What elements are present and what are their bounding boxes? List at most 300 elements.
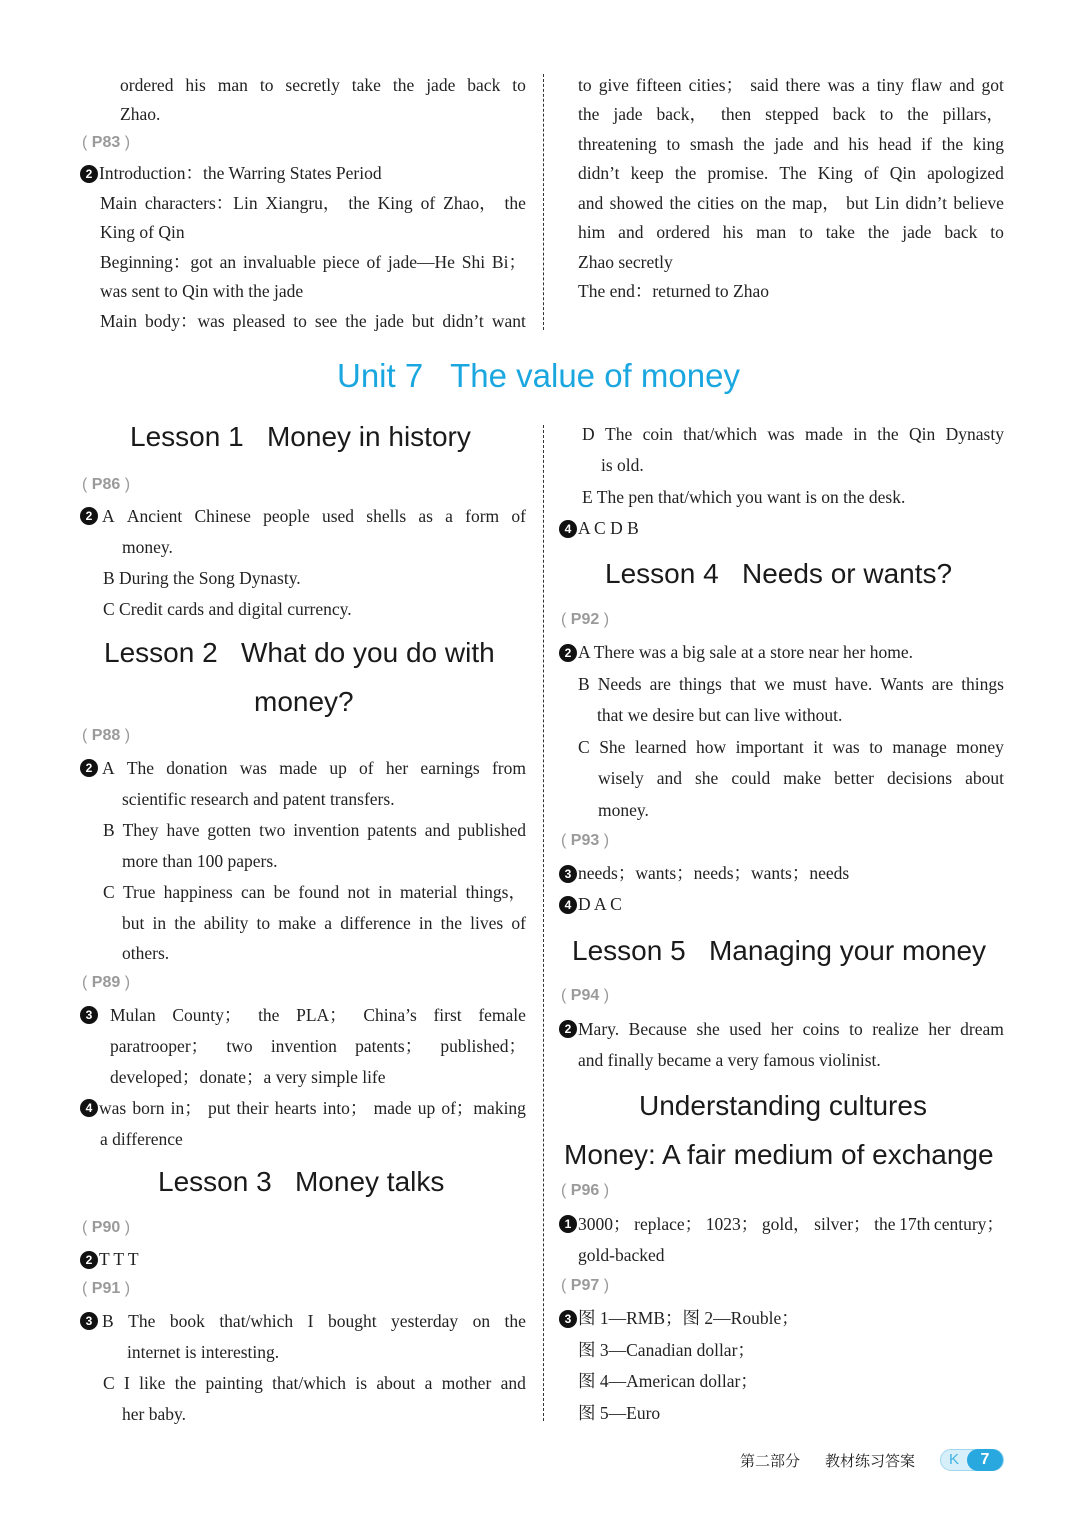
word: jade [774, 134, 804, 154]
word: 1023； [705, 1214, 759, 1234]
footer-section: 教材练习答案 [825, 1452, 916, 1470]
number-icon: 4 [559, 896, 577, 914]
word: got [981, 75, 1004, 95]
word: that/which [683, 424, 757, 444]
word: material [400, 882, 458, 902]
word: that/which [219, 1311, 294, 1331]
word: the [867, 222, 890, 242]
word: the [258, 1005, 280, 1025]
word: lives [470, 913, 504, 933]
lesson-1-answer-c: C Credit cards and digital currency. [103, 599, 352, 619]
word: a [445, 506, 453, 526]
word: cities [697, 193, 735, 213]
word: the [877, 424, 899, 444]
understanding-cultures-subtitle: Money: A fair medium of exchange [564, 1139, 994, 1170]
word: characters：Lin [144, 193, 258, 213]
number-icon: 2 [559, 1020, 577, 1038]
word: the [941, 134, 964, 154]
lesson-3-answer-d-line-1 [582, 422, 1004, 446]
word: coins [802, 1019, 840, 1039]
word: as [418, 506, 433, 526]
word: manage [892, 737, 947, 757]
word: PLA； [296, 1005, 347, 1025]
word: Wants [880, 674, 924, 694]
word: century； [933, 1214, 1004, 1234]
intro-line: 2 Introduction：the Warring States Period [80, 161, 382, 185]
lesson-2-answer-c-line-1 [103, 880, 526, 904]
word: I [124, 1373, 130, 1393]
word: The [605, 424, 633, 444]
word: we [764, 674, 785, 694]
lesson-2-exercise-3-line-3: developed；donate；a very simple life [110, 1067, 386, 1087]
word: could [731, 768, 771, 788]
word: but [122, 913, 145, 933]
word: painting [205, 1373, 263, 1393]
word: her [385, 758, 409, 778]
top-right-line-4 [578, 161, 1004, 185]
word: made [279, 758, 318, 778]
word: their [236, 1098, 269, 1118]
page-ref-p89: ( P89 ) [82, 974, 131, 991]
word: ordered [656, 222, 710, 242]
page-ref-p96: ( P96 ) [561, 1182, 610, 1199]
word: was [832, 737, 860, 757]
word: I [307, 1311, 314, 1331]
top-right-line-2 [578, 102, 1004, 126]
word: people [263, 506, 310, 526]
word: cities； [688, 75, 744, 95]
word: must [792, 674, 827, 694]
top-right-line-8: The end：returned to Zhao [578, 281, 769, 301]
word: gold， [761, 1214, 811, 1234]
culture-exercise-3-line-4: 图 5—Euro [578, 1403, 661, 1423]
word: jade [613, 104, 643, 124]
word: the [345, 311, 367, 331]
number-icon: 2 [559, 644, 577, 662]
word: to [869, 737, 883, 757]
top-right-line-1 [578, 73, 1004, 97]
word: B [102, 1311, 114, 1331]
word: into； [322, 1098, 368, 1118]
word: is [355, 1373, 368, 1393]
word: made [804, 424, 843, 444]
word: of [366, 252, 382, 272]
word: the [669, 193, 691, 213]
number-icon: 3 [80, 1006, 98, 1024]
word: take [351, 75, 381, 95]
word: and [618, 222, 644, 242]
lesson-3-answer-b-line-1 [80, 1309, 526, 1333]
word: tiny [876, 75, 904, 95]
understanding-cultures-title: Understanding cultures [639, 1090, 927, 1121]
culture-exercise-3-line-1: 3 图 1—RMB；图 2—Rouble； [559, 1306, 799, 1330]
word: back [944, 222, 978, 242]
word: China’s [363, 1005, 417, 1025]
top-right-line-7: Zhao secretly [578, 252, 673, 272]
word: used [321, 506, 355, 526]
word: form [465, 506, 500, 526]
word: the [504, 193, 526, 213]
word: important [735, 737, 804, 757]
word: to [879, 104, 894, 124]
unit-title: Unit 7 The value of money [337, 357, 740, 394]
top-right-line-6 [578, 220, 1004, 244]
word: Main [100, 193, 137, 213]
word: on [740, 193, 759, 213]
word: The [128, 1311, 156, 1331]
lesson-3-answer-c-line-2: her baby. [122, 1404, 186, 1424]
word: paratrooper； [110, 1036, 209, 1056]
word: 3000； [578, 1214, 631, 1234]
word: the [743, 134, 765, 154]
word: earnings [420, 758, 480, 778]
main-characters-line-1 [100, 191, 526, 215]
lesson-1-answer-b: B During the Song Dynasty. [103, 568, 301, 588]
lesson-4-exercise-3: 3 needs；wants；needs；wants；needs [559, 861, 849, 885]
word: was [99, 1098, 127, 1118]
word: fifteen [635, 75, 682, 95]
top-right-line-3 [578, 132, 1004, 156]
word: wisely [598, 768, 644, 788]
culture-exercise-3-line-2: 图 3—Canadian dollar； [578, 1340, 755, 1360]
word: jade [902, 222, 932, 242]
word: up [417, 1098, 436, 1118]
word: decisions [886, 768, 953, 788]
word: how [695, 737, 727, 757]
word: of [863, 163, 879, 183]
word: said [750, 75, 779, 95]
word: things [961, 674, 1004, 694]
word: to [259, 75, 274, 95]
word: to [799, 222, 813, 242]
word: to [578, 75, 592, 95]
word: head [878, 134, 912, 154]
number-icon: 2 [80, 165, 98, 183]
word: hearts [274, 1098, 317, 1118]
lesson-2-answer-a-line-1 [80, 756, 526, 780]
word: Zhao， [443, 193, 497, 213]
word: the [348, 193, 370, 213]
word: but [411, 311, 435, 331]
page-ref-p88: ( P88 ) [82, 727, 131, 744]
page-ref-p94: ( P94 ) [561, 987, 610, 1004]
main-body-line-1 [100, 309, 526, 333]
word: jade—He [387, 252, 455, 272]
word: dream [960, 1019, 1004, 1039]
lesson-5-answer-line-2: and finally became a very famous violinist. [578, 1050, 881, 1070]
word: King [377, 193, 413, 213]
word: and [813, 134, 839, 154]
lesson-2-title-line-1: Lesson 2 What do you do with [104, 637, 495, 668]
word: realize [872, 1019, 919, 1039]
word: to [666, 134, 681, 154]
word: body：was [144, 311, 225, 331]
bottom-column-divider [543, 425, 544, 1421]
lesson-3-exercise-4: 4 A C D B [559, 516, 639, 540]
word: coin [642, 424, 673, 444]
word: his [848, 134, 869, 154]
word: Because [628, 1019, 687, 1039]
word: back [467, 75, 501, 95]
word: smash [689, 134, 734, 154]
lesson-2-answer-b-line-2: more than 100 papers. [122, 851, 278, 871]
page-ref-p90: ( P90 ) [82, 1219, 131, 1236]
word: of [359, 758, 374, 778]
word: and [424, 820, 451, 840]
lesson-2-answer-c-line-3: others. [122, 943, 170, 963]
word: didn’t [578, 163, 620, 183]
top-right-line-5 [578, 191, 1004, 215]
word: A [102, 506, 115, 526]
word: learned [634, 737, 687, 757]
lesson-5-answer-line-1 [559, 1017, 1004, 1041]
word: donation [166, 758, 228, 778]
top-column-divider [543, 74, 544, 330]
word: the [392, 75, 415, 95]
word: ability [203, 913, 249, 933]
word: difference [340, 913, 411, 933]
word: piece [322, 252, 360, 272]
lesson-4-answer-c-line-1 [578, 735, 1004, 759]
word: True [122, 882, 156, 902]
word: to [849, 1019, 863, 1039]
word: it [813, 737, 823, 757]
word: replace； [634, 1214, 703, 1234]
lesson-3-answer-e: E The pen that/which you want is on the desk. [582, 487, 906, 507]
word: on [472, 1311, 491, 1331]
word: her [928, 1019, 951, 1039]
word: the [874, 1214, 896, 1234]
footer-part: 第二部分 [740, 1452, 801, 1470]
word: The [779, 163, 807, 183]
word: was [239, 758, 267, 778]
word: in [152, 913, 167, 933]
word: was [827, 75, 855, 95]
word: map， [792, 193, 840, 213]
word: patents [367, 820, 417, 840]
word: jade [374, 311, 404, 331]
word: The [126, 758, 155, 778]
word: like [139, 1373, 166, 1393]
word: C [103, 1373, 115, 1393]
word: female [478, 1005, 526, 1025]
lesson-1-answer-a-line-1 [80, 504, 526, 528]
word: the [174, 1373, 197, 1393]
top-left-line-1 [120, 73, 526, 97]
beginning-line-1 [100, 250, 526, 274]
word: threatening [578, 134, 657, 154]
word: see [314, 311, 338, 331]
lesson-4-answer-a: 2 A There was a big sale at a store near her home. [559, 640, 913, 664]
word: Bi； [491, 252, 526, 272]
lesson-3-title: Lesson 3 Money talks [158, 1166, 445, 1197]
word: she [696, 1019, 720, 1039]
word: apologized [927, 163, 1004, 183]
word: found [298, 882, 340, 902]
word: the [174, 913, 196, 933]
word: have [166, 820, 200, 840]
lesson-4-answer-c-line-3: money. [598, 800, 649, 820]
word: invaluable [242, 252, 316, 272]
word: first [433, 1005, 462, 1025]
word: invention [270, 1036, 337, 1056]
word: pillars， [942, 104, 1004, 124]
word: Dynasty [945, 424, 1004, 444]
word: from [491, 758, 526, 778]
word: a [424, 1373, 433, 1393]
number-icon: 2 [80, 759, 98, 777]
word: jade [426, 75, 456, 95]
word: Shi [461, 252, 486, 272]
word: to [990, 222, 1004, 242]
lesson-3-answer-b-line-2: internet is interesting. [127, 1342, 280, 1362]
word: the [504, 1311, 526, 1331]
word: of [511, 506, 526, 526]
word: that/which [272, 1373, 347, 1393]
word: man [217, 75, 248, 95]
word: of；making [441, 1098, 526, 1118]
word: C [578, 737, 590, 757]
page-ref-p83: ( P83 ) [82, 134, 131, 151]
badge-letter: K [949, 1451, 960, 1468]
word: Needs [597, 674, 642, 694]
page-ref-p93: ( P93 ) [561, 832, 610, 849]
lesson-3-exercise-2: 2 T T T [80, 1247, 139, 1271]
word: ordered [120, 75, 174, 95]
word: published； [440, 1036, 526, 1056]
word: was [767, 424, 795, 444]
lesson-2-answer-b-line-1 [103, 818, 526, 842]
word: the [578, 104, 600, 124]
lesson-4-answer-b-line-1 [578, 672, 1004, 696]
word: book [169, 1311, 205, 1331]
lesson-2-title-line-2: money? [254, 686, 354, 717]
word: in； [170, 1098, 202, 1118]
word: him [578, 222, 606, 242]
culture-exercise-3-line-3: 图 4—American dollar； [578, 1371, 758, 1391]
lesson-5-title: Lesson 5 Managing your money [572, 935, 987, 966]
word: pleased [232, 311, 286, 331]
lesson-1-title: Lesson 1 Money in history [130, 421, 471, 452]
word: put [207, 1098, 231, 1118]
word: Ancient [126, 506, 183, 526]
word: Mary. [578, 1019, 620, 1039]
word: in [418, 913, 433, 933]
word: his [185, 75, 206, 95]
word: an [219, 252, 237, 272]
word: happiness [163, 882, 233, 902]
main-characters-line-2: King of Qin [100, 222, 185, 242]
word: to [512, 75, 526, 95]
word: Qin [909, 424, 936, 444]
word: want [491, 311, 526, 331]
word: and [500, 1373, 526, 1393]
word: the [674, 163, 697, 183]
number-icon: 2 [80, 1251, 98, 1269]
number-icon: 3 [80, 1312, 98, 1330]
lesson-2-answer-a-line-2: scientific research and patent transfers. [122, 789, 395, 809]
word: if [921, 134, 932, 154]
word: take [825, 222, 855, 242]
word: bought [327, 1311, 377, 1331]
word: that [729, 674, 757, 694]
word: king [972, 134, 1004, 154]
word: to [256, 913, 271, 933]
word: can [240, 882, 266, 902]
culture-exercise-1-line-1 [559, 1212, 1004, 1236]
number-icon: 3 [559, 1310, 577, 1328]
word: about [376, 1373, 416, 1393]
word: mother [441, 1373, 492, 1393]
word: stepped [765, 104, 819, 124]
word: not [347, 882, 370, 902]
word: man [756, 222, 787, 242]
word: in [378, 882, 392, 902]
word: but [846, 193, 869, 213]
word: gotten [207, 820, 252, 840]
word: better [834, 768, 874, 788]
word: things [679, 674, 722, 694]
word: then [721, 104, 752, 124]
word: a [861, 75, 870, 95]
word: They [122, 820, 159, 840]
lesson-4-answer-c-line-2 [598, 766, 1004, 790]
word: Chinese [194, 506, 251, 526]
word: are [931, 674, 954, 694]
word: A [102, 758, 115, 778]
word: County； [172, 1005, 242, 1025]
word: back [832, 104, 866, 124]
word: didn’t [442, 311, 484, 331]
word: 17th [899, 1214, 931, 1234]
number-icon: 1 [559, 1215, 577, 1233]
word: about [965, 768, 1004, 788]
word: Xiangru， [265, 193, 341, 213]
word: Qin [889, 163, 916, 183]
word: two [226, 1036, 253, 1056]
word: didn’t [905, 193, 948, 213]
word: believe [953, 193, 1004, 213]
culture-exercise-1-line-2: gold-backed [578, 1245, 665, 1265]
word: used [729, 1019, 762, 1039]
word: two [259, 820, 286, 840]
word: showed [609, 193, 664, 213]
word: B [578, 674, 590, 694]
word: a [324, 913, 333, 933]
word: B [103, 820, 115, 840]
word: King [817, 163, 853, 183]
word: the [907, 104, 929, 124]
beginning-line-2: was sent to Qin with the jade [100, 281, 304, 301]
page-number: 7 [967, 1449, 1003, 1471]
word: her [770, 1019, 794, 1039]
word: Main [100, 311, 137, 331]
word: shells [366, 506, 407, 526]
word: born [132, 1098, 165, 1118]
word: and [949, 75, 975, 95]
word: his [722, 222, 744, 242]
word: in [853, 424, 867, 444]
number-icon: 4 [559, 520, 577, 538]
word: she [694, 768, 719, 788]
word: back， [656, 104, 708, 124]
lesson-4-title: Lesson 4 Needs or wants? [605, 558, 953, 589]
word: the [440, 913, 463, 933]
word: silver； [814, 1214, 871, 1234]
word: secretly [285, 75, 340, 95]
lesson-2-exercise-4-line-2: a difference [100, 1129, 183, 1149]
word: D [582, 424, 595, 444]
